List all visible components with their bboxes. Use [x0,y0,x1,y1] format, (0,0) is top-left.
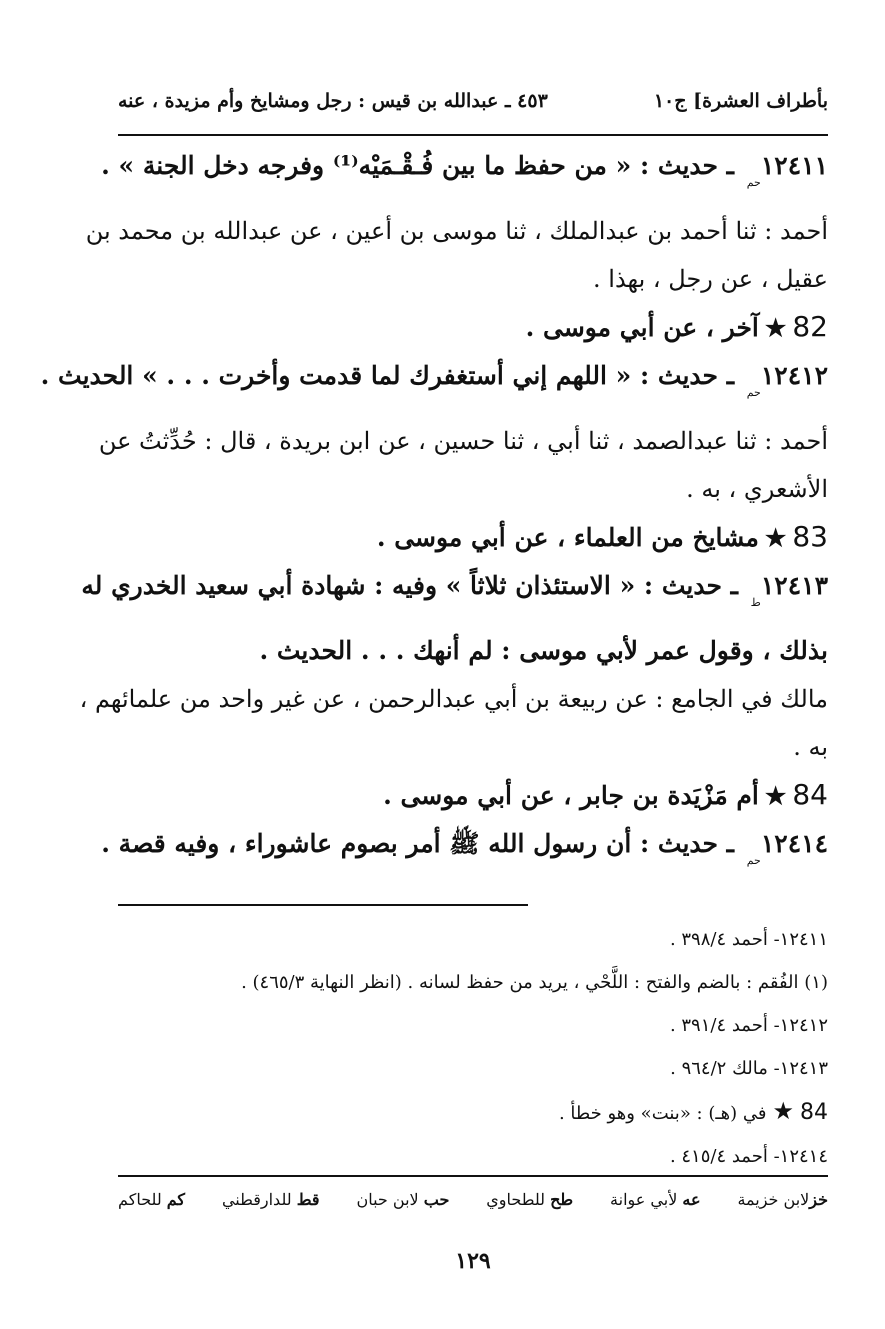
page-number: ١٢٩ [455,1248,491,1274]
narrator-number: 83 [792,520,828,553]
source-mark: ط [750,596,761,609]
narrator-number: 84 [792,778,828,811]
header-rule [118,134,828,136]
abbreviation-code: حب [423,1190,450,1209]
abbreviation-code: عه [682,1190,701,1209]
chain-line: الأشعري ، به . [686,475,828,503]
narrator-number: 82 [792,310,828,343]
star-icon: ★ [764,313,787,342]
footnote-text: في (هـ) : «بنت» وهو خطأ . [558,1103,767,1124]
footnotes [118,918,828,1178]
abbreviations-key [118,1190,828,1209]
abbreviation-name: لابن حبان [356,1190,419,1209]
footnote: ١٢٤١١- أحمد ٣٩٨/٤ . [669,929,828,950]
source-mark: حم [746,854,761,867]
source-mark: حم [746,176,761,189]
abbreviation [118,1190,185,1209]
star-icon: ★ [772,1097,794,1125]
document-page [40,0,828,1329]
header-section-title: ٤٥٣ ـ عبدالله بن قيس : رجل ومشايخ وأم مزيدة ، عنه [118,90,548,112]
chain-line: مالك في الجامع : عن ربيعة بن أبي عبدالرحمن ، عن غير واحد من علمائهم ، [79,685,828,713]
header-volume-title: بأطراف العشرة] ج١٠ [653,90,828,112]
footnote: ١٢٤١٢- أحمد ٣٩١/٤ . [669,1015,828,1036]
abbreviation-code: طح [550,1190,574,1209]
abbreviation [610,1190,701,1209]
abbreviations-rule [118,1175,828,1177]
star-icon: ★ [764,781,787,810]
chain-line: به . [793,733,828,761]
hadith-number: ١٢٤١٤ [760,829,828,858]
footnote: (١) الفُقم : بالضم والفتح : اللَّحْي ، يريد من حفظ لسانه . (انظر النهاية ٤٦٥/٣) . [241,972,828,993]
abbreviation-code: كم [166,1190,186,1209]
source-mark: حم [746,386,761,399]
abbreviation-name: للحاكم [118,1190,162,1209]
hadith-line-continued: بذلك ، وقول عمر لأبي موسى : لم أنهك . . . الحديث . [259,636,828,665]
abbreviation [486,1190,573,1209]
abbreviation-name: للطحاوي [486,1190,545,1209]
abbreviation-code: قط [296,1190,320,1209]
hadith-number: ١٢٤١١ [760,151,828,180]
footnote-narrator-number: 84 [800,1100,828,1125]
narrator-heading [118,771,828,820]
abbreviation-name: لابن خزيمة [737,1190,810,1209]
abbreviation-name: للدارقطني [221,1190,292,1209]
hadith-line [40,352,828,417]
footnote: ١٢٤١٣- مالك ٩٦٤/٢ . [670,1058,828,1079]
star-icon: ★ [764,523,787,552]
running-header [118,86,828,116]
footnote-rule [118,904,528,906]
narrator-heading [118,513,828,562]
abbreviation [737,1190,828,1209]
abbreviation [222,1190,320,1209]
narrator-text: آخر ، عن أبي موسى . [525,313,759,342]
main-text [40,142,828,885]
narrator-text: أم مَزْيَدة بن جابر ، عن أبي موسى . [383,781,759,810]
abbreviation-name: لأبي عوانة [610,1190,678,1209]
hadith-text: ـ حديث : « الاستئذان ثلاثاً » وفيه : شهادة أبي سعيد الخدري له [81,571,738,600]
chain-line: أحمد : ثنا أحمد بن عبدالملك ، ثنا موسى بن أعين ، عن عبدالله بن محمد بن [85,217,828,245]
hadith-line [101,820,828,885]
narrator-text: مشايخ من العلماء ، عن أبي موسى . [376,523,759,552]
hadith-text: ـ حديث : أن رسول الله ﷺ أمر بصوم عاشوراء ، وفيه قصة . [101,829,735,858]
narrator-heading [118,303,828,352]
hadith-text: ـ حديث : « من حفظ ما بين فُـقْـمَيْه⁽¹⁾ وفرجه دخل الجنة » . [101,151,735,180]
abbreviation-code: خز [809,1190,828,1209]
hadith-number: ١٢٤١٣ [760,571,828,600]
hadith-number: ١٢٤١٢ [760,361,828,390]
abbreviation [356,1190,449,1209]
hadith-text: ـ حديث : « اللهم إني أستغفرك لما قدمت وأخرت . . . » الحديث . [40,361,735,390]
footnote [118,1090,828,1135]
hadith-line [101,142,828,207]
chain-line: عقيل ، عن رجل ، بهذا . [593,265,828,293]
chain-line: أحمد : ثنا عبدالصمد ، ثنا أبي ، ثنا حسين ، عن ابن بريدة ، قال : حُدِّثتُ عن [98,427,828,455]
hadith-line [81,562,828,627]
footnote: ١٢٤١٤- أحمد ٤١٥/٤ . [669,1146,828,1167]
